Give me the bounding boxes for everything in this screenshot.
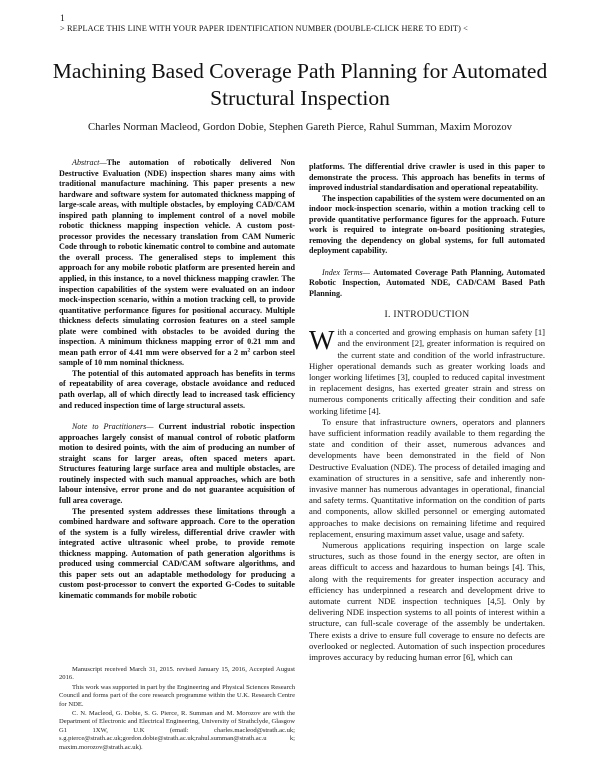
practitioners-label: Note to Practitioners (72, 422, 147, 432)
abstract-paragraph-2: The potential of this automated approach has benefits in terms of repeatability of area coverage, obstacle avoidance and reduced path overlap, all of which directly lead to increased task efficiency and reduced inspection time of large structural assets. (59, 368, 295, 410)
page-number: 1 (60, 14, 65, 24)
practitioners-continued: platforms. The differential drive crawler is used in this paper to demonstrate the process. This approach has benefits in terms of improved industrial standardisation and operational repeatability. (309, 162, 545, 193)
right-column (309, 162, 545, 663)
abstract: Abstract—The automation of robotically delivered Non Destructive Evaluation (NDE) inspection shares many aims with traditional manufacture machining. This paper presents a new hardware and software system for automated thickness mapping of large-scale areas, with multiple obstacles, by employing CAD/CAM inspired path planning to implement control of a novel mobile robotic thickness mapping inspection vehicle. A custom post-processor provides the necessary translation from CAM Numeric Code through to robotic kinematic control to combine and automate the overall process. The generalised steps to implement this approach for any mobile robotic platform are presented herein and applied, in this instance, to a novel thickness mapping crawler. The inspection capabilities of the system were evaluated on an indoor mock-inspection scenario, within a motion tracking cell, to provide quantitative performance figures for positional accuracy. Multiple thickness defects simulating corrosion features on a steel sample plate were combined with obstacles to be avoided during the inspection. A minimum thickness mapping error of 0.21 mm and mean path error of 4.41 mm were observed for a 2 $m^2$ carbon steel sample of 10 mm nominal thickness. (59, 158, 295, 368)
practitioners-paragraph-3: The inspection capabilities of the system were documented on an indoor mock-inspection scenario, within a motion tracking cell to provide quantitative performance figures for the approach. Future work is required to integrate on-board positioning strategies, removing the dependency on global systems, for full automated deployment capability. (309, 193, 545, 256)
footnote-affiliations: C. N. Macleod, G. Dobie, S. G. Pierce, R. Summan and M. Morozov are with the Department of Electronic and Electrical Engineering, University of Strathclyde, Glasgow G1 1XW, U.K (email: charles.macleod@strath.ac.uk; s.g.pierce@strath.ac.uk;gordon.dobie@strath.ac.uk;rahul.summan@strath.ac.u k; maxim.morozov@strath.ac.uk). (59, 710, 295, 751)
section-heading-introduction: I. INTRODUCTION (384, 308, 470, 320)
intro-paragraph-1 (309, 327, 545, 417)
practitioners-text: Current industrial robotic inspection approaches largely consist of manual control of robotic platform motion to desired points, with the aim of producing an number of straight scans for larger areas, often spaced meters apart. Structures featuring large surface area and multiple obstacles, are routinely inspected with such manual approaches, which are both labour intensive, error prone and do not guarantee acquisition of full area coverage. (59, 422, 295, 505)
abstract-superscript: 2 (247, 347, 251, 354)
index-terms-label: Index Terms (322, 267, 363, 277)
footnote-funding: This work was supported in part by the Engineering and Physical Sciences Research Council and forms part of the core research programme within the U.K. Research Centre for NDE. (59, 683, 295, 708)
note-to-practitioners: Note to Practitioners— Current industrial robotic inspection approaches largely consist of manual control of robotic platform motion to desired points, with the aim of producing an number of straight scans for larger areas, often spaced meters apart. Structures featuring large surface area and multiple obstacles, are routinely inspected with such manual approaches, which are both labour intensive, error prone and do not guarantee acquisition of full area coverage. (59, 422, 295, 505)
practitioners-paragraph-2: The presented system addresses these limitations through a combined hardware and software approach. Core to the operation of the system is a fully wireless, differential drive crawler with integrated active ultrasonic wheel probe, to provide remote thickness mapping. Automation of path generation algorithms is produced using commercial CAD/CAM software algorithms, and this paper sets out an adaptable methodology for producing a custom post-processor to convert the exported G-Codes to suitable kinematic commands for mobile robotic (59, 506, 295, 600)
index-terms-text: Automated Coverage Path Planning, Automated Robotic Inspection, Automated NDE, CAD/CAM Based Path Planning. (309, 267, 545, 299)
footnote-received: Manuscript received March 31, 2015. revised January 15, 2016, Accepted August 2016. (59, 666, 295, 682)
abstract-text: The automation of robotically delivered Non Destructive Evaluation (NDE) inspection shares many aims with traditional manufacture machining. This paper presents a new hardware and software system for automated thickness mapping of large-scale areas, with multiple obstacles, by employing CAD/CAM inspired path planning to implement control of a novel mobile robotic thickness mapping inspection vehicle. A custom post-processor provides the necessary translation from CAM Numeric Code through to robotic kinematic control to combine and automate the overall process. The generalised steps to implement this approach for any mobile robotic platform are presented herein and applied, in this instance, to a novel thickness mapping crawler. The inspection capabilities of the system were evaluated on an indoor mock-inspection scenario, within a motion tracking cell, to provide quantitative performance figures for positional accuracy. Multiple thickness defects simulating corrosion features on a steel sample plate were combined with obstacles to be avoided during the inspection. A minimum thickness mapping error of 0.21 mm and mean path error of 4.41 mm were observed for a 2 m (59, 158, 295, 357)
drop-cap: W (309, 325, 335, 356)
abstract-text-end: carbon steel sample of 10 mm nominal thickness. (59, 347, 295, 368)
author-list: Charles Norman Macleod, Gordon Dobie, Stephen Gareth Pierce, Rahul Summan, Maxim Morozov (88, 122, 512, 133)
header-placeholder[interactable]: > REPLACE THIS LINE WITH YOUR PAPER IDENTIFICATION NUMBER (DOUBLE-CLICK HERE TO EDIT) < (60, 24, 468, 33)
footnotes (59, 666, 295, 753)
abstract-label: Abstract (72, 158, 100, 167)
intro-paragraph-1-text: ith a concerted and growing emphasis on human safety [1] and the environment [2], greater information is required on the current state and condition of the world infrastructure. Higher operational demands such as greater working loads and longer working lifetimes [3], coupled to reduced capital investment in replacement designs, has exerted greater strain and stress on numerous components critically affecting their condition and safe working lifetime [4]. (309, 327, 545, 416)
intro-paragraph-2: To ensure that infrastructure owners, operators and planners have sufficient information readily available to them regarding the state and condition of their asset, numerous advances and developments have been demonstrated in the field of Non Destructive Evaluation (NDE). The process of detailed imaging and examination of structures in a sensitive, safe and inherently non-invasive manner has numerous advantages in operational, financial and safety terms. Quantitative information on the condition of parts and components, allow skilled personnel or emerging automated approaches to make decisions on remaining lifetime and required replacement, ensuring maximum asset value, usage and safety. (309, 416, 545, 539)
intro-paragraph-3: Numerous applications requiring inspection on large scale structures, such as those found in the energy sector, are often in areas difficult to access and hazardous to human beings [4]. This, along with the requirements for greater inspection accuracy and efficiency has underpinned a research and development drive to automate current NDE inspection techniques [4,5]. Only by delivering NDE inspection systems to all points of interest within a structure, can full-scale coverage of the assembly be undertaken. There exists a drive to ensure full coverage to ensure no defects are overlooked or neglected. Automation of such inspection procedures improves accuracy by reducing human error [6], which can (309, 539, 545, 662)
index-terms: Index Terms— Automated Coverage Path Planning, Automated Robotic Inspection, Automated NDE, CAD/CAM Based Path Planning. (309, 267, 545, 299)
left-column (59, 158, 295, 601)
paper-title: Machining Based Coverage Path Planning for Automated Structural Inspection (52, 59, 548, 110)
